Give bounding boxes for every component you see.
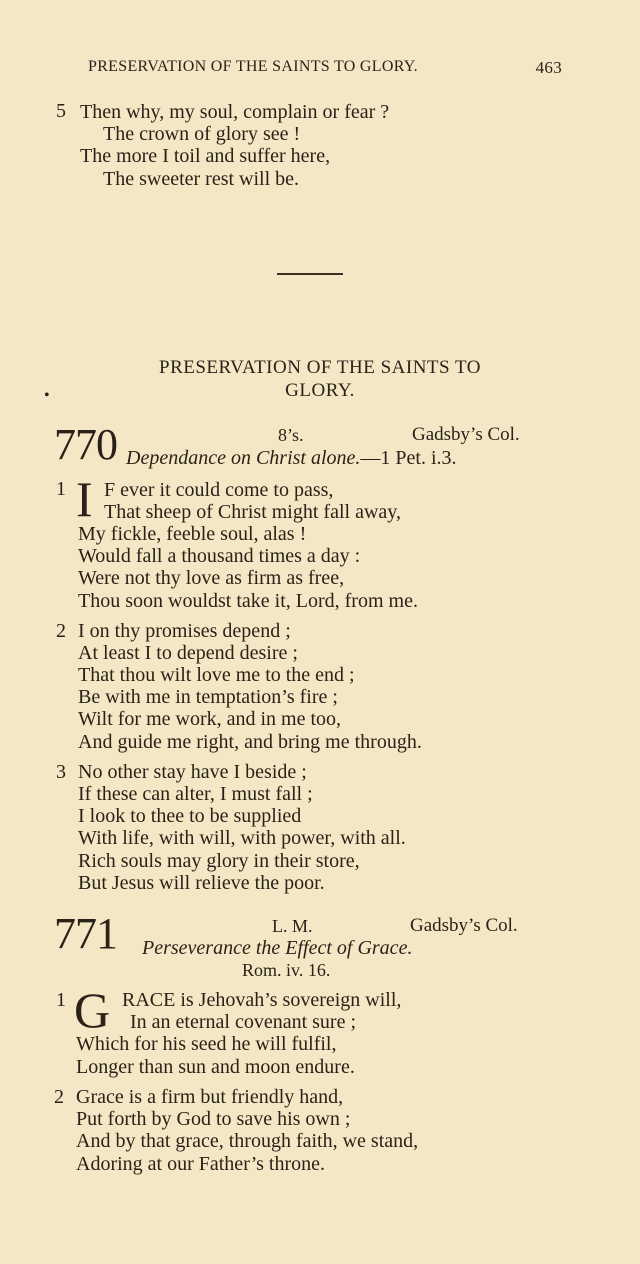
hymn-meter: L. M. — [272, 916, 313, 936]
section-title: PRESERVATION OF THE SAINTS TO — [159, 357, 481, 378]
verse-number: 3 — [56, 761, 66, 783]
hymn-subtitle — [126, 447, 457, 470]
hymn-source: Gadsby’s Col. — [410, 915, 518, 936]
scripture-reference: Rom. iv. 16. — [242, 960, 331, 980]
section-divider — [277, 273, 343, 275]
verse-line: Thou soon wouldst take it, Lord, from me. — [78, 590, 418, 612]
verse-line: If these can alter, I must fall ; — [78, 783, 313, 805]
verse-line: Longer than sun and moon endure. — [76, 1056, 355, 1078]
verse-line: Then why, my soul, complain or fear ? — [80, 101, 390, 123]
verse-line: The sweeter rest will be. — [103, 168, 300, 190]
verse-line: My fickle, feeble soul, alas ! — [78, 523, 307, 545]
verse-line: Be with me in temptation’s fire ; — [78, 686, 338, 708]
verse-number: 1 — [56, 989, 66, 1011]
verse-line: F ever it could come to pass, — [104, 479, 334, 501]
verse-line: The more I toil and suffer here, — [80, 145, 331, 167]
verse-number: 2 — [54, 1086, 64, 1108]
verse-line: And by that grace, through faith, we stand, — [76, 1130, 419, 1152]
drop-cap: G — [74, 982, 111, 1038]
running-title: PRESERVATION OF THE SAINTS TO GLORY. — [88, 58, 418, 75]
verse-line: Would fall a thousand times a day : — [78, 545, 361, 567]
verse-line: In an eternal covenant sure ; — [130, 1011, 357, 1033]
scripture-reference: —1 Pet. i.3. — [360, 447, 457, 469]
section-title-cont: GLORY. — [285, 380, 355, 401]
hymn-meter: 8’s. — [278, 425, 304, 445]
verse-line: Wilt for me work, and in me too, — [78, 708, 342, 730]
verse-line: Adoring at our Father’s throne. — [76, 1153, 326, 1175]
drop-cap: I — [76, 471, 93, 527]
verse-line: Put forth by God to save his own ; — [76, 1108, 351, 1130]
verse-line: And guide me right, and bring me through. — [78, 731, 422, 753]
verse-line: At least I to depend desire ; — [78, 642, 298, 664]
verse-line: I look to thee to be supplied — [78, 805, 302, 827]
hymn-source: Gadsby’s Col. — [412, 424, 520, 445]
verse-line: Grace is a firm but friendly hand, — [76, 1086, 344, 1108]
subtitle-text: Dependance on Christ alone. — [126, 447, 361, 469]
page-number: 463 — [535, 58, 562, 77]
verse-number: 2 — [56, 620, 66, 642]
verse-line: That sheep of Christ might fall away, — [104, 501, 401, 523]
hymn-number: 770 — [54, 420, 117, 469]
verse-line: But Jesus will relieve the poor. — [78, 872, 325, 894]
hymn-subtitle: Perseverance the Effect of Grace. — [142, 937, 413, 959]
verse-line: Which for his seed he will fulfil, — [76, 1033, 337, 1055]
verse-line: RACE is Jehovah’s sovereign will, — [122, 989, 402, 1011]
verse-line: The crown of glory see ! — [103, 123, 301, 145]
verse-line: That thou wilt love me to the end ; — [78, 664, 355, 686]
verse-line: Were not thy love as firm as free, — [78, 567, 345, 589]
margin-mark: • — [44, 387, 50, 404]
hymn-number: 771 — [54, 909, 117, 958]
verse-number: 1 — [56, 478, 66, 500]
verse-line: With life, with will, with power, with all. — [78, 827, 406, 849]
verse-line: Rich souls may glory in their store, — [78, 850, 360, 872]
verse-number: 5 — [56, 100, 66, 122]
verse-line: No other stay have I beside ; — [78, 761, 307, 783]
verse-line: I on thy promises depend ; — [78, 620, 291, 642]
